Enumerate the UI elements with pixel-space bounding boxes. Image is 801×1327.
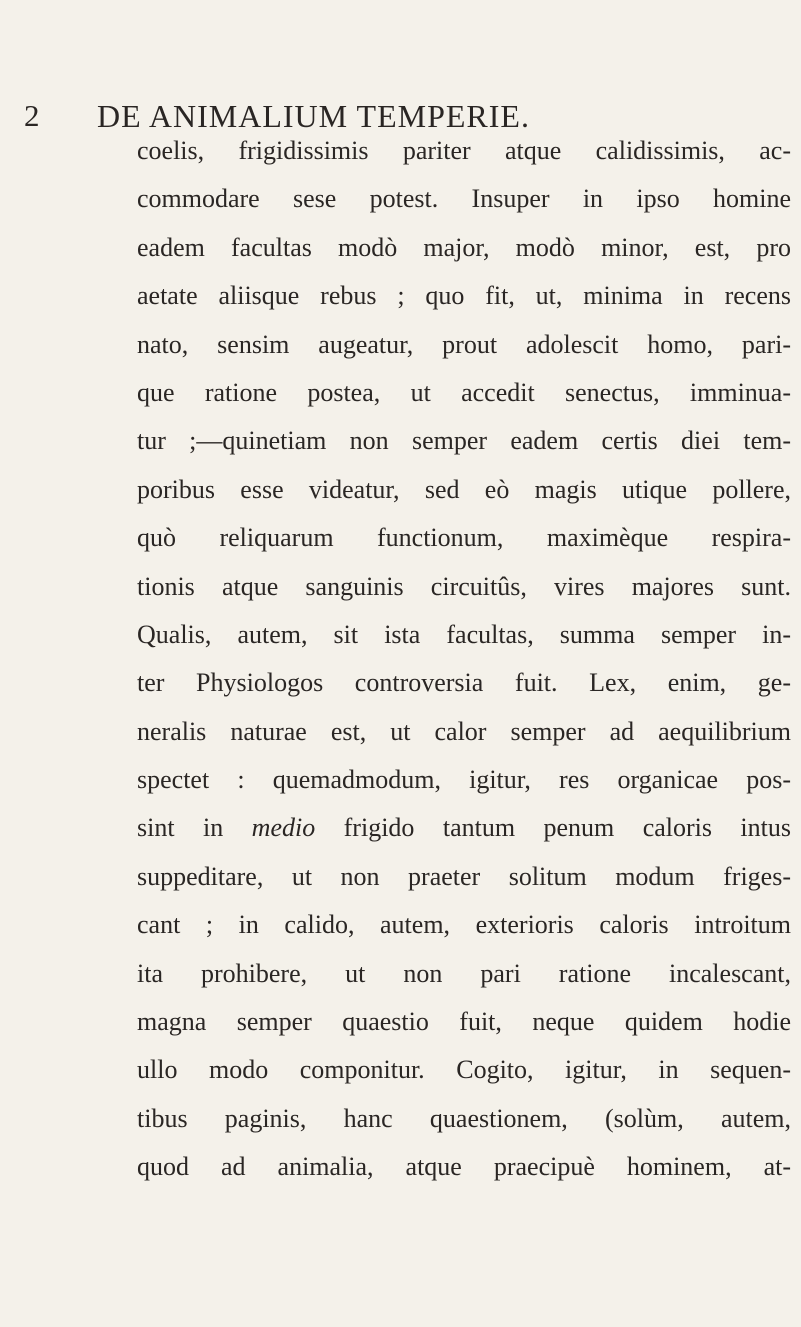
text-line: quod ad animalia, atque praecipuè hominem, at-	[137, 1152, 791, 1182]
text-line: ter Physiologos controversia fuit. Lex, enim, ge-	[137, 668, 791, 698]
text-line: tur ;—quinetiam non semper eadem certis diei tem-	[137, 426, 791, 456]
italic-word: medio	[251, 813, 316, 843]
running-title: DE ANIMALIUM TEMPERIE.	[97, 98, 530, 134]
text-line: coelis, frigidissimis pariter atque calidissimis, ac-	[137, 136, 791, 165]
text-line: aetate aliisque rebus ; quo fit, ut, minima in recens	[137, 281, 791, 311]
text-line: quò reliquarum functionum, maximèque respira-	[137, 523, 791, 553]
text-line: neralis naturae est, ut calor semper ad aequilibrium	[137, 716, 791, 746]
text-segment: frigido tantum penum caloris intus	[315, 813, 792, 843]
text-line: tibus paginis, hanc quaestionem, (solùm, autem,	[137, 1103, 791, 1133]
text-line: ullo modo componitur. Cogito, igitur, in sequen-	[137, 1055, 791, 1085]
text-line: Qualis, autem, sit ista facultas, summa semper in-	[137, 619, 791, 649]
text-line: nato, sensim augeatur, prout adolescit homo, pari-	[137, 329, 791, 359]
text-line: que ratione postea, ut accedit senectus, imminua-	[137, 377, 791, 407]
text-line: cant ; in calido, autem, exterioris caloris introitum	[137, 910, 791, 940]
text-segment: sint in	[137, 813, 252, 843]
body-text	[137, 127, 791, 1192]
text-line: spectet : quemadmodum, igitur, res organicae pos-	[137, 765, 791, 795]
text-line: ita prohibere, ut non pari ratione incalescant,	[137, 958, 791, 988]
text-line-with-italic	[137, 804, 791, 852]
text-line: suppeditare, ut non praeter solitum modum friges-	[137, 861, 791, 891]
text-line: eadem facultas modò major, modò minor, est, pro	[137, 232, 791, 262]
text-line: tionis atque sanguinis circuitûs, vires majores sunt.	[137, 571, 791, 601]
text-line: magna semper quaestio fuit, neque quidem hodie	[137, 1007, 791, 1037]
text-line: poribus esse videatur, sed eò magis utique pollere,	[137, 474, 791, 504]
page-number: 2	[24, 98, 40, 133]
text-line: commodare sese potest. Insuper in ipso homine	[137, 184, 791, 214]
